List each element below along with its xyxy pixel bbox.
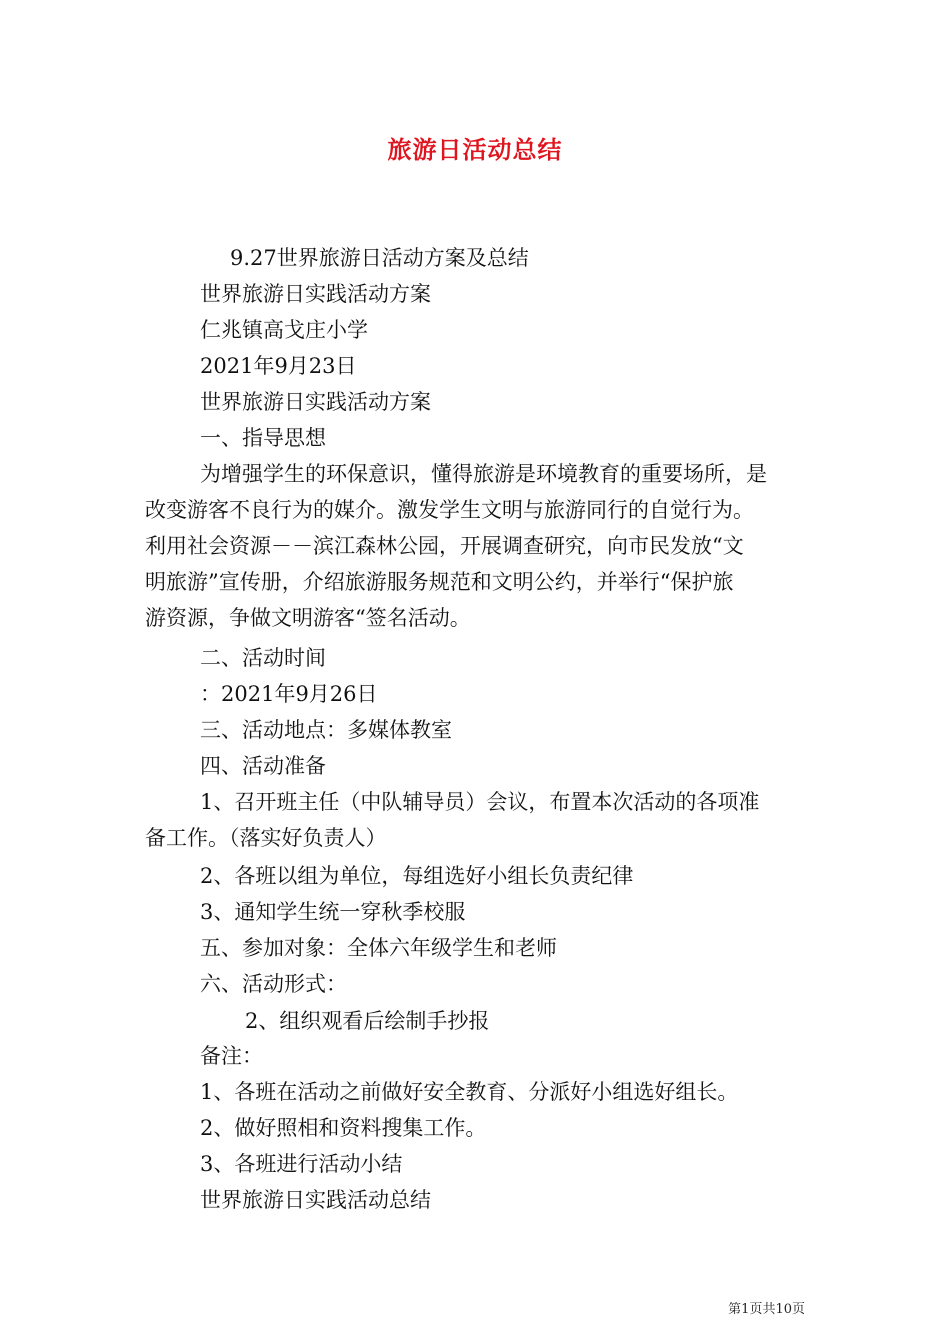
text-line: 3、通知学生统一穿秋季校服 [200,900,466,924]
text-line: 9.27世界旅游日活动方案及总结 [230,246,529,270]
text-line: 2、组织观看后绘制手抄报 [245,1009,490,1033]
section-heading: 五、参加对象：全体六年级学生和老师 [200,936,557,960]
text-line: 为增强学生的环保意识，懂得旅游是环境教育的重要场所，是 [200,462,767,486]
text-line: 世界旅游日实践活动总结 [200,1188,431,1212]
text-line: 备工作。（落实好负责人） [145,826,387,850]
text-line: 世界旅游日实践活动方案 [200,390,431,414]
text-line: 仁兆镇高戈庄小学 [200,318,368,342]
section-heading: 六、活动形式： [200,972,347,996]
section-heading: 三、活动地点：多媒体教室 [200,718,452,742]
text-line: 1、各班在活动之前做好安全教育、分派好小组选好组长。 [200,1080,739,1104]
text-line: 明旅游”宣传册，介绍旅游服务规范和文明公约，并举行“保护旅 [145,570,734,594]
text-line: 3、各班进行活动小结 [200,1152,403,1176]
text-line: 2021年9月23日 [200,354,357,378]
page-title: 旅游日活动总结 [387,135,563,164]
text-line: 备注： [200,1044,263,1068]
text-line: 世界旅游日实践活动方案 [200,282,431,306]
section-heading: 一、指导思想 [200,426,326,450]
text-line: 2、做好照相和资料搜集工作。 [200,1116,487,1140]
text-line: 利用社会资源－－滨江森林公园，开展调查研究，向市民发放“文 [145,534,744,558]
text-line: 改变游客不良行为的媒介。激发学生文明与旅游同行的自觉行为。 [145,498,754,522]
text-line: ：2021年9月26日 [200,682,378,706]
text-line: 2、各班以组为单位，每组选好小组长负责纪律 [200,864,634,888]
text-line: 游资源，争做文明游客“签名活动。 [145,606,471,630]
text-line: 1、召开班主任（中队辅导员）会议，布置本次活动的各项准 [200,790,760,814]
section-heading: 四、活动准备 [200,754,326,778]
section-heading: 二、活动时间 [200,646,326,670]
page-footer: 第1页共10页 [728,1302,805,1317]
